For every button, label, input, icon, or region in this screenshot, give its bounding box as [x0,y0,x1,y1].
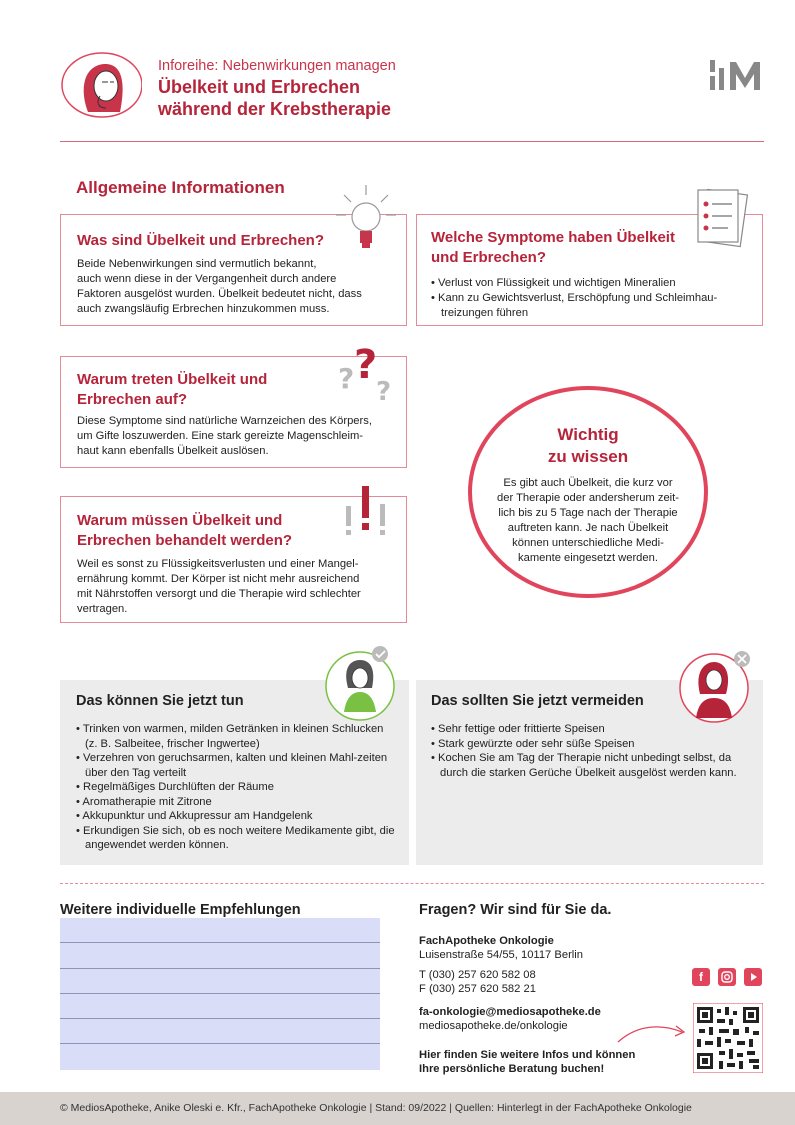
woman-cross-icon [676,648,756,724]
box-why-title-line: Erbrechen auf? [77,391,188,408]
important-line: kamente eingesetzt werden. [518,552,658,564]
qr-code[interactable] [693,1003,763,1073]
note-line [60,1019,380,1044]
lightbulb-icon [334,183,398,253]
facebook-icon[interactable]: f [692,968,710,986]
exclamation-marks-icon [340,484,396,540]
important-line: lich bis zu 5 Tage nach der Therapie [498,507,678,519]
important-note-title [472,424,704,468]
contact-phone-block [419,968,536,996]
svg-text:?: ? [354,342,378,388]
box-what-line: Beide Nebenwirkungen sind vermutlich bekannt, [77,258,317,270]
woman-nausea-icon [60,52,142,118]
section-divider [60,883,764,884]
checklist-icon [692,186,750,250]
email-link[interactable]: fa-onkologie@mediosapotheke.de [419,1006,601,1018]
important-title-line: Wichtig [557,425,619,444]
youtube-icon[interactable] [744,968,762,986]
list-item: • Verzehren von geruchsarmen, kalten und kleinen Mahl-zeiten über den Tag verteilt [76,751,395,780]
box-treat-line: ernährung kommt. Der Körper ist nicht mehr ausreichend [77,573,360,585]
list-item: • Sehr fettige oder frittierte Speisen [431,722,749,737]
header-subtitle: Inforeihe: Nebenwirkungen managen [158,58,396,74]
box-symptoms-title-line: Welche Symptome haben Übelkeit [431,229,675,246]
phone-number[interactable]: T (030) 257 620 582 08 [419,969,536,981]
pharmacy-name: FachApotheke Onkologie [419,935,554,947]
booking-cta-line: Ihre persönliche Beratung buchen! [419,1063,605,1075]
note-line [60,943,380,968]
svg-text:?: ? [376,377,392,402]
fax-number: F (030) 257 620 582 21 [419,983,536,995]
box-what-title: Was sind Übelkeit und Erbrechen? [77,232,324,249]
contact-online-block [419,1005,601,1033]
important-note-text [490,476,686,566]
svg-text:?: ? [338,362,355,395]
contact-address-block [419,934,583,962]
symptoms-list [431,276,752,321]
arrow-icon [614,1020,690,1048]
booking-cta [419,1048,635,1076]
important-line: können unterschiedliche Medi- [512,537,664,549]
list-item: • Regelmäßiges Durchlüften der Räume [76,780,395,795]
medios-logo [708,58,766,92]
box-why-text [77,414,406,459]
box-why-title-line: Warum treten Übelkeit und [77,371,268,388]
list-item: • Verlust von Flüssigkeit und wichtigen Mineralien [431,276,752,291]
note-line [60,918,380,943]
important-line: auftreten kann. Je nach Übelkeit [507,522,669,534]
do-box-title: Das können Sie jetzt tun [76,693,244,709]
booking-cta-line: Hier finden Sie weitere Infos und können [419,1049,636,1061]
recommendations-title: Weitere individuelle Empfehlungen [60,902,301,918]
box-treat-line: mit Nährstoffen versorgt und die Therapie wird schlechter [77,588,361,600]
list-item: • Kochen Sie am Tag der Therapie nicht unbedingt selbst, da durch die starken Gerüche Übelkeit ausgelöst werden kann. [431,751,749,780]
important-note [468,386,708,598]
contact-title: Fragen? Wir sind für Sie da. [419,902,612,918]
footer: © MediosApotheke, Anike Oleski e. Kfr., FachApotheke Onkologie | Stand: 09/2022 | Quellen: Hinterlegt in der FachApotheke Onkologie [0,1092,795,1125]
page-title-line2: während der Krebstherapie [158,99,392,119]
important-line: der Therapie oder andersherum zeit- [497,492,679,504]
list-item: • Aromatherapie mit Zitrone [76,795,395,810]
box-treat-line: vertragen. [77,603,128,615]
list-item: • Kann zu Gewichtsverlust, Erschöpfung und Schleimhau-treizungen führen [431,291,752,321]
header-divider [60,141,764,142]
section-title: Allgemeine Informationen [76,178,285,197]
list-item: • Akkupunktur und Akkupressur am Handgelenk [76,809,395,824]
box-what-line: auch zwangsläufig Erbrechen hinzukommen muss. [77,303,330,315]
important-title-line: zu wissen [547,447,629,466]
page-title-line1: Übelkeit und Erbrechen [158,77,361,97]
box-symptoms-title-line: und Erbrechen? [431,249,547,266]
do-list [76,722,395,853]
important-line: Es gibt auch Übelkeit, die kurz vor [503,477,673,489]
woman-check-icon [322,642,400,722]
avoid-box-title: Das sollten Sie jetzt vermeiden [431,693,644,709]
pharmacy-address: Luisenstraße 54/55, 10117 Berlin [419,949,583,961]
avoid-list [431,722,749,780]
website-link[interactable]: mediosapotheke.de/onkologie [419,1020,568,1032]
box-what-line: Faktoren ausgelöst wurden. Übelkeit bedeutet nicht, dass [77,288,362,300]
notes-area[interactable] [60,918,380,1070]
box-what-line: auch wenn diese in der Vergangenheit durch andere [77,273,337,285]
list-item: • Stark gewürzte oder sehr süße Speisen [431,737,749,752]
box-treat-title-line: Erbrechen behandelt werden? [77,532,293,549]
question-marks-icon [334,342,398,402]
box-why-line: um Gifte loszuwerden. Eine stark gereizte Magenschleim- [77,430,364,442]
page-title [158,76,391,120]
list-item: • Erkundigen Sie sich, ob es noch weitere Medikamente gibt, die angewendet werden können. [76,824,395,853]
box-what-text [77,257,406,317]
note-line [60,994,380,1019]
box-why-line: Diese Symptome sind natürliche Warnzeichen des Körpers, [77,415,372,427]
instagram-icon[interactable] [718,968,736,986]
list-item: • Trinken von warmen, milden Getränken in kleinen Schlucken (z. B. Salbeitee, frischer Ingwertee) [76,722,395,751]
note-line [60,969,380,994]
box-treat-text [77,557,406,617]
box-why-line: haut kann ebenfalls Übelkeit auslösen. [77,445,269,457]
box-treat-line: Weil es sonst zu Flüssigkeitsverlusten und einer Mangel- [77,558,359,570]
box-treat-title-line: Warum müssen Übelkeit und [77,512,283,529]
